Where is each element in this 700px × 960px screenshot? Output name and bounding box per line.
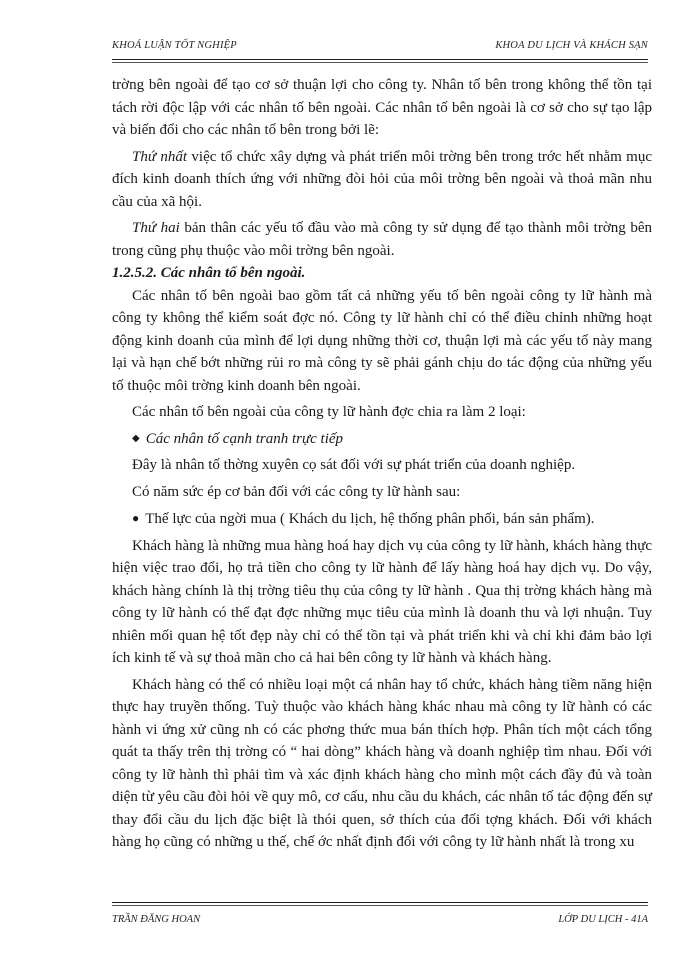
footer-class: LỚP DU LỊCH - 41A — [558, 914, 648, 925]
paragraph-4: Các nhân tố bên ngoài bao gồm tất cả những yếu tố bên ngoài công ty lữ hành mà công ty không thể kiểm soát đợc nó. Công ty lữ hành chỉ có thể điều chỉnh những hoạt động kinh doanh của mình để lợi dụng những thời cơ, thuận lợi mà các yếu tố này mang lại và hạn chế bớt những rủi ro mà công ty sẽ phải gánh chịu do tác động của những yếu tố thuộc môi trờng kinh doanh bên ngoài. — [112, 287, 652, 394]
paragraph-3-lead: Thứ hai — [132, 220, 180, 236]
bullet-item-2 — [112, 507, 652, 531]
paragraph-9: Khách hàng có thể có nhiều loại một cá nhân hay tổ chức, khách hàng tiềm năng hiện thực hay truyền thống. Tuỳ thuộc vào khách hàng khác nhau mà công ty lữ hành có các hành vi ứng xử cũng nh có các phơng thức mua bán thích hợp. Phân tích một cách tổng quát ta thấy trên thị trờng có “ hai dòng” khách hàng và doanh nghiệp tìm nhau. Đối với công ty lữ hành thì phải tìm và xác định khách hàng cho mình một cách đầy đủ và toàn diện từ yêu cầu đòi hỏi về quy mô, cơ cấu, nhu cầu du khách, các nhân tố tác động đến sự thay đổi cầu du lịch đặc biệt là thói quen, sở thích của đối tợng khách. Đối với khách hàng họ cũng có những u thế, chế ớc nhất định đối với công ty lữ hành nhất là trong xu — [112, 676, 652, 850]
bullet-item-1 — [112, 428, 652, 451]
paragraph-6: Đây là nhân tố thờng xuyên cọ sát đối với sự phát triển của doanh nghiệp. — [132, 457, 576, 473]
paragraph-7: Có năm sức ép cơ bản đối với các công ty lữ hành sau: — [132, 483, 461, 500]
header-left-text: KHOÁ LUẬN TỐT NGHIỆP — [112, 40, 237, 51]
diamond-bullet-icon: ◆ — [132, 432, 140, 444]
paragraph-2-text: việc tổ chức xây dựng và phát triển môi trờng bên trong trớc hết nhằm mục đích kinh doanh thích ứng với những đòi hỏi của môi trờng bên ngoài và thoả mãn nhu cầu của xã hội. — [112, 148, 652, 210]
paragraph-1: trờng bên ngoài để tạo cơ sở thuận lợi cho công ty. Nhân tố bên trong không thể tồn tại tách rời độc lập với các nhân tố bên ngoài. Các nhân tố bên ngoài là cơ sở cho sự tạo lập và biến đổi cho các nhân tố bên trong bởi lẽ: — [112, 77, 652, 138]
document-body — [112, 74, 652, 854]
running-footer — [112, 914, 648, 932]
footer-rule — [112, 902, 648, 903]
header-rule — [112, 59, 648, 60]
footer-rule-second — [112, 905, 648, 906]
header-rule-second — [112, 62, 648, 63]
paragraph-3 — [112, 217, 652, 262]
paragraph-8: Khách hàng là những mua hàng hoá hay dịch vụ của công ty lữ hành, khách hàng thực hiện việc trao đổi, họ trả tiền cho công ty lữ hành để lấy hàng hoá hay dịch vụ. Do vậy, khách hàng chính là thị trờng tiêu thụ của công ty lữ hành . Qua thị trờng khách hàng mà công ty lữ hành có thể đạt đợc những mục tiêu của mình là doanh thu và lợi nhuận. Tuy nhiên mối quan hệ tốt đẹp này chỉ có thể tồn tại và phát triển khi và chỉ khi đảm bảo lợi ích kinh tế và sự thoả mãn cho cả hai bên công ty lữ hành và khách hàng. — [112, 537, 652, 666]
paragraph-5: Các nhân tố bên ngoài của công ty lữ hành đợc chia ra làm 2 loại: — [132, 404, 526, 420]
bullet-item-2-text: Thế lực của ngời mua ( Khách du lịch, hệ thống phân phối, bán sản phẩm). — [145, 511, 595, 527]
paragraph-2 — [112, 146, 652, 214]
section-heading: 1.2.5.2. Các nhân tố bên ngoài. — [112, 265, 306, 281]
header-right-text: KHOA DU LỊCH VÀ KHÁCH SẠN — [495, 40, 648, 51]
paragraph-3-text: bản thân các yếu tố đầu vào mà công ty sử dụng để tạo thành môi trờng bên trong cũng phụ thuộc vào môi trờng bên ngoài. — [112, 220, 652, 259]
bullet-item-1-text: Các nhân tố cạnh tranh trực tiếp — [145, 430, 344, 447]
dot-bullet-icon: ● — [132, 511, 140, 525]
footer-author: TRẦN ĐĂNG HOAN — [112, 914, 201, 925]
paragraph-2-lead: Thứ nhất — [132, 148, 188, 165]
running-header — [112, 38, 648, 56]
